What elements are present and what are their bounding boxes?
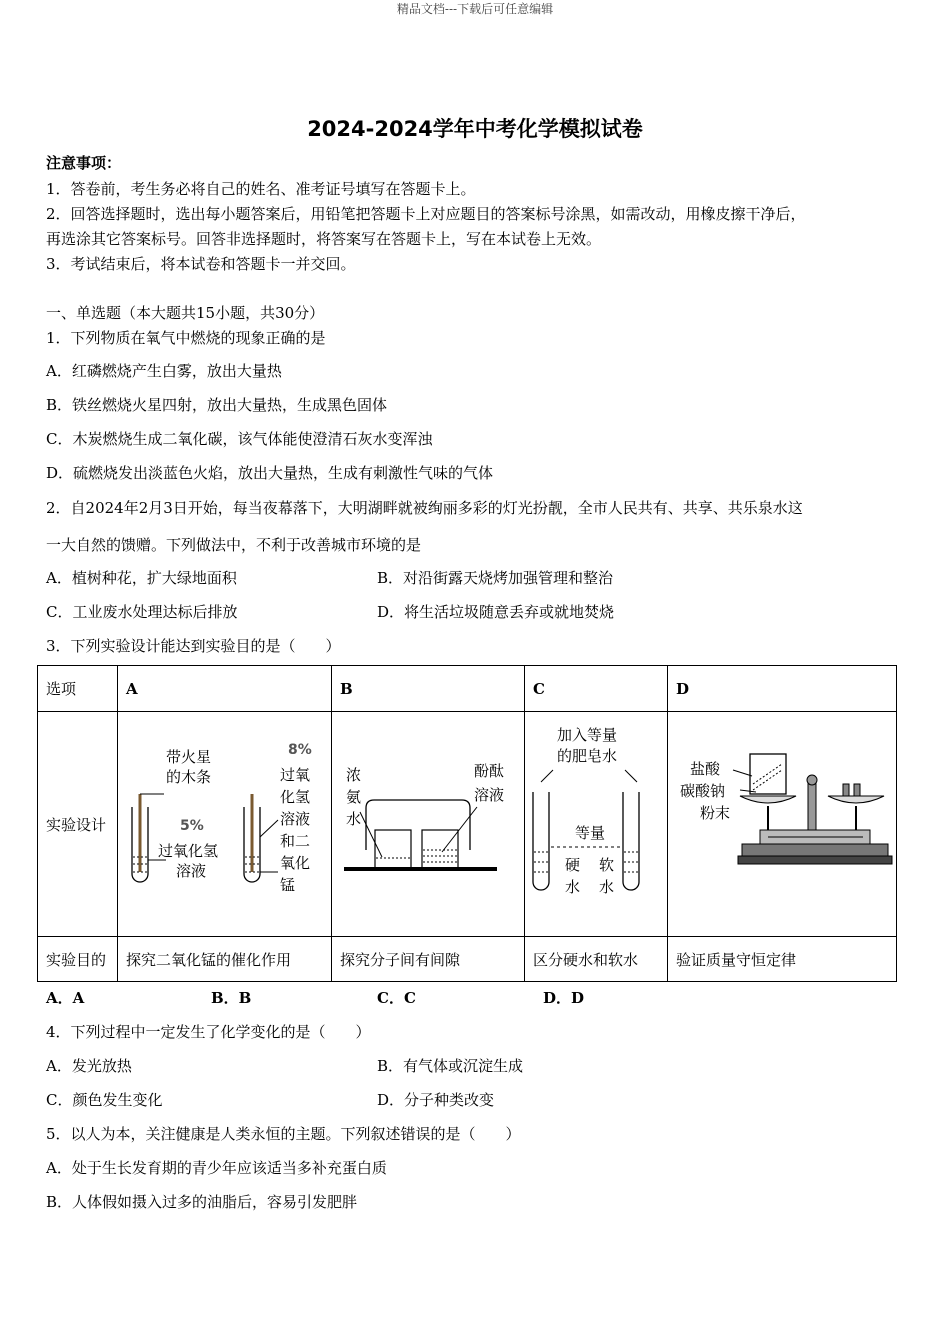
a-splint-label: 带火星	[166, 748, 212, 766]
diagram-a	[118, 712, 331, 932]
a-solution2-label: 和二	[280, 832, 311, 850]
purpose-d: 验证质量守恒定律	[668, 937, 897, 982]
q5-stem: 5．以人为本，关注健康是人类永恒的主题。下列叙述错误的是（ ）	[46, 1125, 521, 1143]
diagram-d-cell	[668, 712, 897, 937]
header-b: B	[332, 666, 525, 712]
purpose-c: 区分硬水和软水	[525, 937, 668, 982]
c-soft-label: 水	[599, 878, 615, 896]
q2-option-a: A．植树种花，扩大绿地面积	[46, 569, 237, 587]
b-left-label: 氨	[346, 788, 362, 806]
header-d: D	[668, 666, 897, 712]
a-pct-8: 8%	[288, 742, 312, 758]
page-title: 2024-2024学年中考化学模拟试卷	[307, 117, 643, 141]
b-left-label: 浓	[346, 766, 362, 784]
table-purpose-row	[38, 937, 897, 982]
q1-stem: 1．下列物质在氧气中燃烧的现象正确的是	[46, 329, 326, 347]
a-solution-label: 过氧化氢	[158, 842, 219, 860]
c-soft-label: 软	[599, 856, 615, 874]
q3-stem: 3．下列实验设计能达到实验目的是（ ）	[46, 637, 341, 655]
q1-option-c: C．木炭燃烧生成二氧化碳，该气体能使澄清石灰水变浑浊	[46, 430, 433, 448]
q4-option-c: C．颜色发生变化	[46, 1091, 163, 1109]
c-top-label: 的肥皂水	[557, 747, 618, 765]
notice-item: 2．回答选择题时，选出每小题答案后，用铅笔把答题卡上对应题目的答案标号涂黑，如需改动，用橡皮擦干净后，	[46, 205, 806, 223]
diagram-b	[332, 712, 524, 932]
q4-option-a: A．发光放热	[46, 1057, 132, 1075]
q2-stem-line2: 一大自然的馈赠。下列做法中，不利于改善城市环境的是	[46, 536, 422, 554]
q5-option-a: A．处于生长发育期的青少年应该适当多补充蛋白质	[46, 1159, 387, 1177]
table-header-row	[38, 666, 897, 712]
q3-option-c: C．C	[377, 989, 416, 1007]
section-heading: 一、单选题（本大题共15小题，共30分）	[46, 304, 325, 322]
diagram-d	[668, 712, 896, 932]
a-solution2-label: 过氧	[280, 766, 311, 784]
q1-option-b: B．铁丝燃烧火星四射，放出大量热，生成黑色固体	[46, 396, 388, 414]
q1-option-a: A．红磷燃烧产生白雾，放出大量热	[46, 362, 282, 380]
q4-option-b: B．有气体或沉淀生成	[377, 1057, 524, 1075]
b-right-label: 溶液	[474, 786, 505, 804]
diagram-c-cell	[525, 712, 668, 937]
b-left-label: 水	[346, 810, 362, 828]
c-mid-label: 等量	[575, 824, 606, 842]
q2-option-c: C．工业废水处理达标后排放	[46, 603, 238, 621]
q5-option-b: B．人体假如摄入过多的油脂后，容易引发肥胖	[46, 1193, 358, 1211]
a-solution2-label: 氧化	[280, 854, 311, 872]
q2-option-d: D．将生活垃圾随意丢弃或就地焚烧	[377, 603, 615, 621]
q3-option-b: B．B	[211, 989, 252, 1007]
diagram-c	[525, 712, 667, 932]
header-c: C	[525, 666, 668, 712]
notice-item: 再选涂其它答案标号。回答非选择题时，将答案写在答题卡上，写在本试卷上无效。	[46, 230, 602, 248]
diagram-a-cell	[118, 712, 332, 937]
b-right-label: 酚酞	[474, 762, 505, 780]
d-label: 碳酸钠	[680, 782, 726, 800]
a-solution2-label: 化氢	[280, 788, 311, 806]
q2-stem-line1: 2．自2024年2月3日开始，每当夜幕落下，大明湖畔就被绚丽多彩的灯光扮靓，全市人民共有、共享、共乐泉水这	[46, 499, 803, 517]
q4-option-d: D．分子种类改变	[377, 1091, 495, 1109]
a-solution2-label: 溶液	[280, 810, 311, 828]
header-a: A	[118, 666, 332, 712]
a-splint-label: 的木条	[166, 768, 212, 786]
d-label: 盐酸	[690, 760, 721, 778]
purpose-label: 实验目的	[38, 937, 118, 982]
c-hard-label: 水	[565, 878, 581, 896]
a-solution2-label: 锰	[280, 876, 296, 894]
header-option: 选项	[38, 666, 118, 712]
a-solution-label: 溶液	[176, 862, 207, 880]
notice-item: 1．答卷前，考生务必将自己的姓名、准考证号填写在答题卡上。	[46, 180, 476, 198]
page-header: 精品文档---下载后可任意编辑	[396, 2, 554, 16]
notice-item: 3．考试结束后，将本试卷和答题卡一并交回。	[46, 255, 356, 273]
q3-option-d: D．D	[543, 989, 585, 1007]
diagram-b-cell	[332, 712, 525, 937]
table-design-row	[38, 712, 897, 937]
d-label: 粉末	[700, 804, 731, 822]
q4-stem: 4．下列过程中一定发生了化学变化的是（ ）	[46, 1023, 371, 1041]
purpose-a: 探究二氧化锰的催化作用	[118, 937, 332, 982]
c-hard-label: 硬	[565, 856, 581, 874]
notice-heading: 注意事项：	[46, 154, 122, 172]
design-label: 实验设计	[38, 712, 118, 937]
experiment-table	[37, 665, 897, 982]
c-top-label: 加入等量	[557, 726, 618, 744]
q1-option-d: D．硫燃烧发出淡蓝色火焰，放出大量热，生成有刺激性气味的气体	[46, 464, 494, 482]
q3-option-a: A．A	[46, 989, 85, 1007]
purpose-b: 探究分子间有间隙	[332, 937, 525, 982]
a-pct-5: 5%	[180, 818, 204, 834]
q2-option-b: B．对沿街露天烧烤加强管理和整治	[377, 569, 614, 587]
